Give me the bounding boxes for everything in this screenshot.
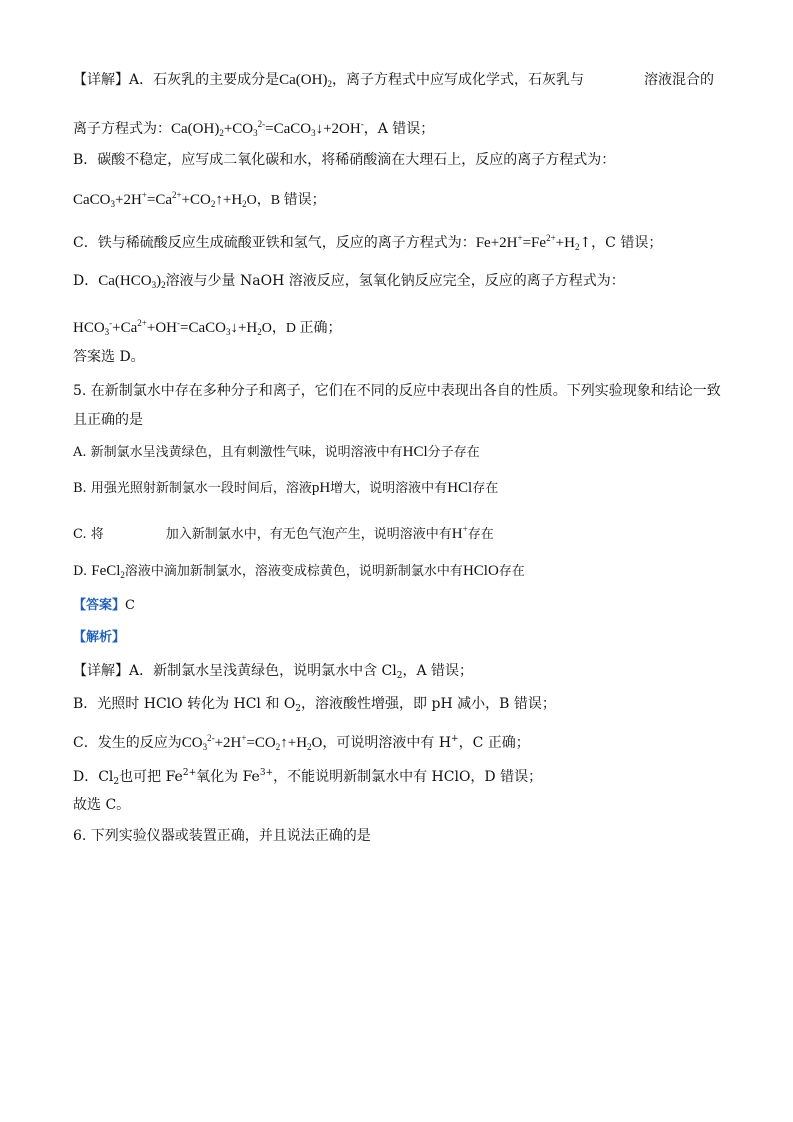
question-6: 6. 下列实验仪器或装置正确，并且说法正确的是 (73, 828, 371, 844)
option-a: A. 新制氯水呈浅黄绿色，且有刺激性气味，说明溶液中有HCl分子存在 (73, 444, 480, 460)
explain-a: 【详解】A．新制氯水呈浅黄绿色，说明氯水中含 $Cl_2$，A 错误； (73, 663, 474, 681)
detail-b-line1: B．碳酸不稳定，应写成二氧化碳和水，将稀硝酸滴在大理石上，反应的离子方程式为： (73, 152, 616, 168)
explain-d: D．$Cl_2$也可把 $Fe^{2+}$氧化为 $Fe^{3+}$，不能说明新制氯水中有 HClO，D 错误； (73, 768, 543, 787)
answer-d: 答案选 D。 (73, 349, 145, 365)
formula: $Ca(OH)_2$ (279, 72, 332, 89)
question-5-line2: 且正确的是 (73, 412, 143, 428)
explain-b: B．光照时 HClO 转化为 HCl 和 $O_2$，溶液酸性增强，即 pH 减小，B 错误； (73, 696, 556, 714)
explain-c: C．发生的反应为$CO_3^{2-}+2H^+=CO_2↑+H_2O$，可说明溶液中有 H+，C 正确； (73, 733, 530, 752)
analysis-label: 【解析】 (73, 630, 126, 645)
text: 离子方程式为： (73, 121, 171, 137)
conclusion: 故选 C。 (73, 797, 131, 813)
option-d: D. FeCl$_2$溶液中滴加新制氯水，溶液变成棕黄色，说明新制氯水中有HClO存在 (73, 563, 525, 580)
text: 【详解】A．石灰乳的主要成分是 (73, 72, 280, 88)
detail-b-equation: $CaCO_3+2H^+=Ca^{2+}+CO_2↑+H_2O$，B 错误； (73, 190, 326, 209)
detail-c-line: C．铁与稀硫酸反应生成硫酸亚铁和氢气，反应的离子方程式为：$Fe+2H^+=Fe^{2+}+H_2↑$，C 错误； (73, 233, 663, 252)
option-c: C. 将 加入新制氯水中，有无色气泡产生，说明溶液中有H+存在 (73, 524, 494, 542)
text: ，A 错误； (363, 121, 435, 137)
detail-d-line1: D．$Ca(HCO_3)_2$溶液与少量 NaOH 溶液反应，氢氧化钠反应完全，反应的离子方程式为： (73, 273, 625, 290)
equation: $Ca(OH)_2+CO_3^{2-}=CaCO_3↓+2OH^-$ (171, 119, 364, 138)
text: 溶液混合的 (643, 72, 714, 88)
text: ，离子方程式中应写成化学式，石灰乳与 (331, 72, 584, 88)
option-b: B. 用强光照射新制氯水一段时间后，溶液pH增大，说明溶液中有HCl存在 (73, 480, 499, 496)
detail-d-equation: $HCO_3^-+Ca^{2+}+OH^-=CaCO_3↓+H_2O$，D 正确； (73, 318, 342, 337)
detail-a-line1 (73, 70, 753, 94)
question-5-line1: 5. 在新制氯水中存在多种分子和离子，它们在不同的反应中表现出各自的性质。下列实验现象和结论一致 (73, 383, 721, 399)
detail-a-line2 (73, 114, 753, 143)
answer-label: 【答案】C (73, 598, 135, 613)
